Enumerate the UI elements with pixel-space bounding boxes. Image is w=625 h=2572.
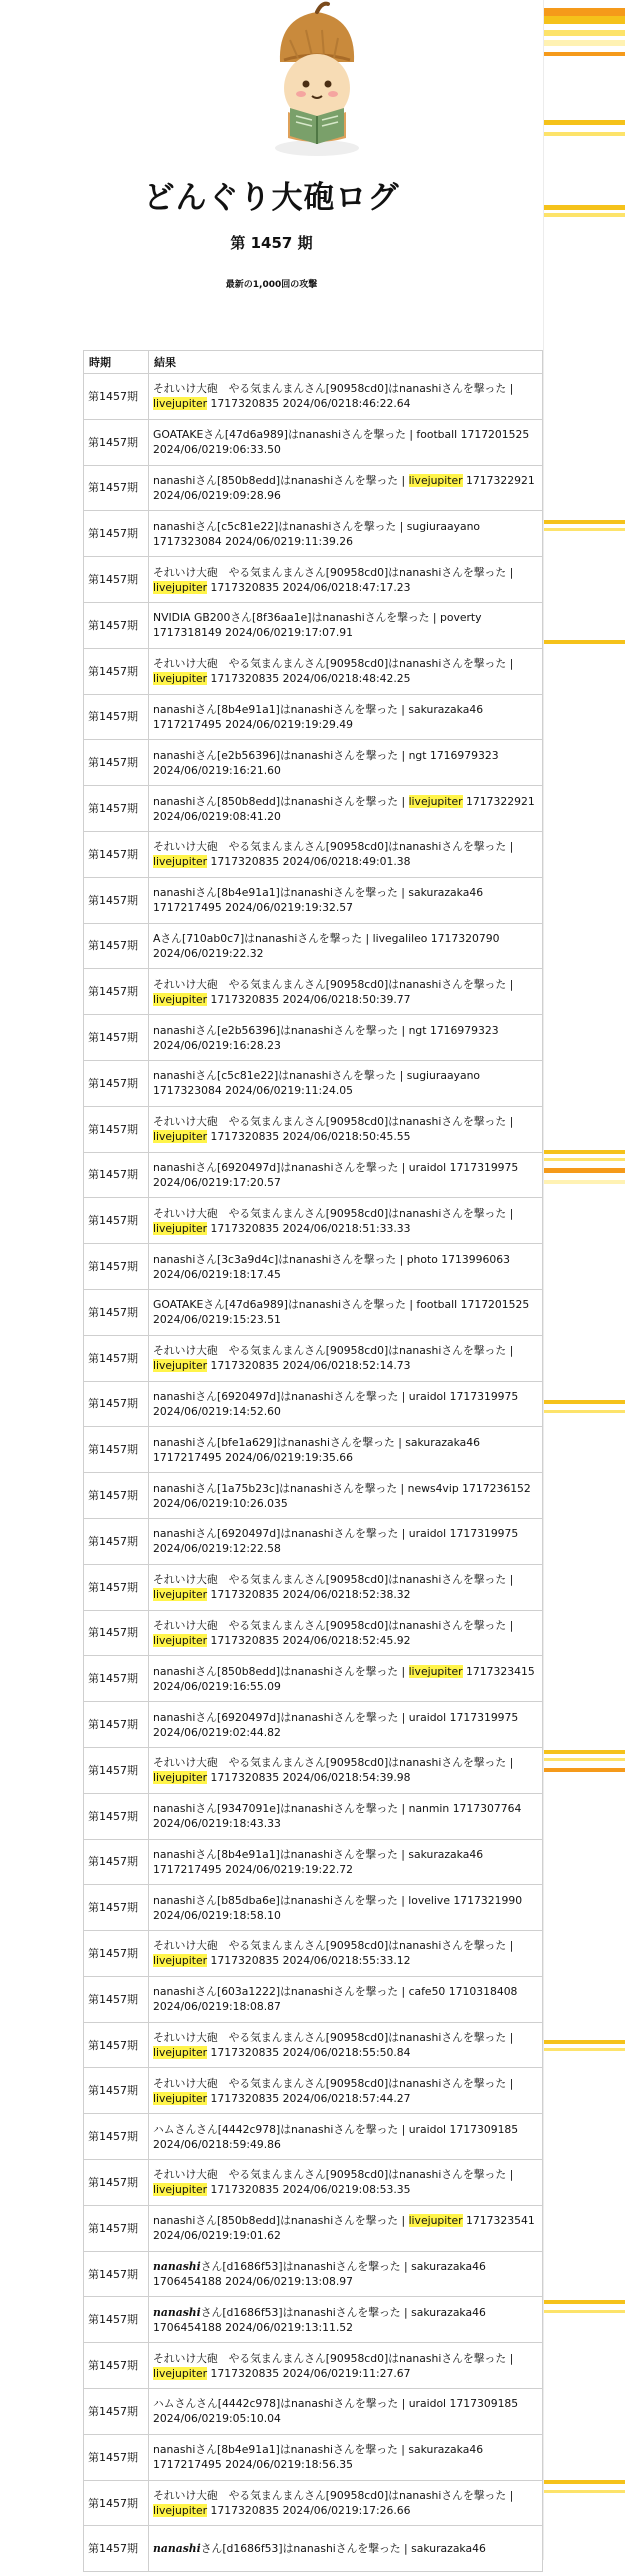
result-text: nanashiさん[6920497d]はnanashiさんを撃った | uraidol 1717319975 2024/06/0219:17:20.57	[153, 1160, 519, 1189]
period-cell: 第1457期	[84, 1015, 149, 1061]
result-cell	[149, 2343, 543, 2389]
table-row	[84, 2114, 543, 2160]
result-text: 1717322921 2024/06/0219:08:41.20	[153, 794, 535, 823]
table-row	[84, 2526, 543, 2572]
table-row	[84, 2480, 543, 2526]
result-text: ハムさんさん[4442c978]はnanashiさんを撃った | uraidol 1717309185 2024/06/0218:59:49.86	[153, 2122, 519, 2151]
table-row	[84, 1015, 543, 1061]
table-row	[84, 2022, 543, 2068]
board-highlight: livejupiter	[153, 1954, 208, 1968]
result-text: nanashiさん[6920497d]はnanashiさんを撃った | uraidol 1717319975 2024/06/0219:12:22.58	[153, 1527, 519, 1556]
period-cell: 第1457期	[84, 1931, 149, 1977]
board-highlight: livejupiter	[153, 1221, 208, 1235]
stripe-decoration	[544, 1400, 625, 1404]
table-row	[84, 1198, 543, 1244]
table-row	[84, 419, 543, 465]
stripe-decoration	[544, 520, 625, 524]
table-row	[84, 1518, 543, 1564]
result-cell	[149, 374, 543, 420]
table-row	[84, 1702, 543, 1748]
stripe-decoration	[544, 2480, 625, 2484]
result-text: 1717320835 2024/06/0218:54:39.98	[207, 1771, 411, 1785]
result-cell	[149, 1518, 543, 1564]
result-cell	[149, 1931, 543, 1977]
board-highlight: livejupiter	[153, 2183, 208, 2197]
stripe-decoration	[544, 30, 625, 36]
result-text: nanashiさん[6920497d]はnanashiさんを撃った | uraidol 1717319975 2024/06/0219:14:52.60	[153, 1389, 519, 1418]
result-text: 1717320835 2024/06/0218:49:01.38	[207, 855, 411, 869]
period-cell: 第1457期	[84, 877, 149, 923]
result-cell	[149, 2160, 543, 2206]
result-text: nanashiさん[3c3a9d4c]はnanashiさんを撃った | photo 1713996063 2024/06/0219:18:17.45	[153, 1252, 510, 1281]
result-cell	[149, 831, 543, 877]
result-text: nanashiさん[9347091e]はnanashiさんを撃った | nanmin 1717307764 2024/06/0219:18:43.33	[153, 1802, 522, 1831]
result-text: それいけ大砲 やる気まんまんさん[90958cd0]はnanashiさんを撃った |	[153, 840, 514, 854]
table-row	[84, 374, 543, 420]
column-header-period: 時期	[84, 351, 149, 374]
period-cell: 第1457期	[84, 694, 149, 740]
table-row	[84, 1793, 543, 1839]
board-highlight: livejupiter	[153, 1588, 208, 1602]
result-text: 1717320835 2024/06/0218:51:33.33	[207, 1221, 411, 1235]
result-cell	[149, 2114, 543, 2160]
stripe-decoration	[544, 2490, 625, 2493]
result-text: nanashiさん[850b8edd]はnanashiさんを撃った |	[153, 2214, 409, 2228]
table-row	[84, 2068, 543, 2114]
result-cell	[149, 2205, 543, 2251]
period-cell: 第1457期	[84, 1656, 149, 1702]
period-cell: 第1457期	[84, 2205, 149, 2251]
period-cell: 第1457期	[84, 1335, 149, 1381]
result-cell	[149, 465, 543, 511]
result-text: 1717323415 2024/06/0219:16:55.09	[153, 1664, 535, 1693]
period-cell: 第1457期	[84, 2068, 149, 2114]
result-cell	[149, 1060, 543, 1106]
table-row	[84, 877, 543, 923]
period-cell: 第1457期	[84, 1518, 149, 1564]
result-cell	[149, 2526, 543, 2572]
result-text: それいけ大砲 やる気まんまんさん[90958cd0]はnanashiさんを撃った |	[153, 2076, 514, 2090]
acorn-mascot-reading-icon	[262, 0, 372, 160]
result-cell	[149, 969, 543, 1015]
table-row	[84, 1152, 543, 1198]
period-cell: 第1457期	[84, 1473, 149, 1519]
stripe-decoration	[544, 1158, 625, 1161]
result-cell	[149, 2297, 543, 2343]
board-highlight: livejupiter	[153, 992, 208, 1006]
table-row	[84, 602, 543, 648]
period-cell: 第1457期	[84, 419, 149, 465]
result-text: nanashiさん[8b4e91a1]はnanashiさんを撃った | sakurazaka46 1717217495 2024/06/0219:18:56.35	[153, 2443, 484, 2472]
result-text: nanashiさん[6920497d]はnanashiさんを撃った | uraidol 1717319975 2024/06/0219:02:44.82	[153, 1710, 519, 1739]
table-row	[84, 923, 543, 969]
period-cell: 第1457期	[84, 648, 149, 694]
stripe-decoration	[544, 1768, 625, 1772]
period-cell: 第1457期	[84, 1244, 149, 1290]
result-text: 1717320835 2024/06/0219:08:53.35	[207, 2183, 411, 2197]
period-cell: 第1457期	[84, 1564, 149, 1610]
period-cell: 第1457期	[84, 1610, 149, 1656]
result-text: 1717322921 2024/06/0219:09:28.96	[153, 473, 535, 502]
result-cell	[149, 740, 543, 786]
result-cell	[149, 648, 543, 694]
result-cell	[149, 1747, 543, 1793]
result-cell	[149, 1702, 543, 1748]
table-row	[84, 1610, 543, 1656]
period-cell: 第1457期	[84, 2114, 149, 2160]
period-cell: 第1457期	[84, 1793, 149, 1839]
result-cell	[149, 1610, 543, 1656]
stripe-decoration	[544, 2310, 625, 2313]
result-cell	[149, 1656, 543, 1702]
period-cell: 第1457期	[84, 2480, 149, 2526]
period-cell: 第1457期	[84, 511, 149, 557]
stripe-decoration	[544, 640, 625, 644]
result-cell	[149, 1381, 543, 1427]
result-text: 1717320835 2024/06/0218:57:44.27	[207, 2091, 411, 2105]
table-row	[84, 2434, 543, 2480]
column-header-result: 結果	[149, 351, 543, 374]
result-text: 1717320835 2024/06/0219:11:27.67	[207, 2366, 411, 2380]
result-cell	[149, 2251, 543, 2297]
stripe-decoration	[544, 1180, 625, 1184]
result-text: それいけ大砲 やる気まんまんさん[90958cd0]はnanashiさんを撃った |	[153, 977, 514, 991]
result-cell	[149, 2480, 543, 2526]
stripe-decoration	[544, 1750, 625, 1754]
result-text: nanashiさん[bfe1a629]はnanashiさんを撃った | sakurazaka46 1717217495 2024/06/0219:19:35.66	[153, 1435, 481, 1464]
stripe-decoration	[544, 52, 625, 56]
result-text: nanashiさん[1a75b23c]はnanashiさんを撃った | news4vip 1717236152 2024/06/0219:10:26.035	[153, 1481, 531, 1510]
result-text: さん[d1686f53]はnanashiさんを撃った | sakurazaka46 1706454188 2024/06/0219:13:11.52	[153, 2305, 486, 2334]
board-highlight: livejupiter	[153, 672, 208, 686]
period-cell: 第1457期	[84, 2526, 149, 2572]
result-cell	[149, 1106, 543, 1152]
period-cell: 第1457期	[84, 1289, 149, 1335]
period-cell: 第1457期	[84, 557, 149, 603]
result-text: それいけ大砲 やる気まんまんさん[90958cd0]はnanashiさんを撃った |	[153, 1618, 514, 1632]
period-cell: 第1457期	[84, 1747, 149, 1793]
stripe-decoration	[544, 528, 625, 531]
result-text: GOATAKEさん[47d6a989]はnanashiさんを撃った | football 1717201525 2024/06/0219:06:33.50	[153, 428, 530, 457]
result-cell	[149, 2022, 543, 2068]
table-row	[84, 465, 543, 511]
result-text: nanashiさん[c5c81e22]はnanashiさんを撃った | sugiuraayano 1717323084 2024/06/0219:11:24.05	[153, 1069, 481, 1098]
table-row	[84, 2205, 543, 2251]
result-text: それいけ大砲 やる気まんまんさん[90958cd0]はnanashiさんを撃った |	[153, 382, 514, 396]
result-cell	[149, 1335, 543, 1381]
table-row	[84, 1656, 543, 1702]
result-text: nanashiさん[8b4e91a1]はnanashiさんを撃った | sakurazaka46 1717217495 2024/06/0219:19:32.57	[153, 886, 484, 915]
result-text: 1717320835 2024/06/0218:48:42.25	[207, 672, 411, 686]
result-cell	[149, 2068, 543, 2114]
board-highlight: livejupiter	[153, 2046, 208, 2060]
period-cell: 第1457期	[84, 2022, 149, 2068]
result-cell	[149, 694, 543, 740]
result-cell	[149, 419, 543, 465]
result-text: 1717320835 2024/06/0218:50:45.55	[207, 1130, 411, 1144]
stripe-decoration	[544, 1410, 625, 1413]
board-highlight: livejupiter	[153, 2366, 208, 2380]
stripe-decoration	[544, 120, 625, 125]
table-row	[84, 2297, 543, 2343]
attacker-name: nanashi	[153, 2260, 201, 2274]
subtitle: 最新の1,000回の攻撃	[225, 280, 318, 290]
period-cell: 第1457期	[84, 1152, 149, 1198]
result-text: nanashiさん[e2b56396]はnanashiさんを撃った | ngt 1716979323 2024/06/0219:16:28.23	[153, 1023, 499, 1052]
table-row	[84, 2389, 543, 2435]
result-text: それいけ大砲 やる気まんまんさん[90958cd0]はnanashiさんを撃った |	[153, 657, 514, 671]
period-cell: 第1457期	[84, 1427, 149, 1473]
board-highlight: livejupiter	[153, 855, 208, 869]
table-row	[84, 2251, 543, 2297]
period-cell: 第1457期	[84, 923, 149, 969]
result-text: それいけ大砲 やる気まんまんさん[90958cd0]はnanashiさんを撃った |	[153, 1756, 514, 1770]
table-row	[84, 2343, 543, 2389]
result-text: GOATAKEさん[47d6a989]はnanashiさんを撃った | football 1717201525 2024/06/0219:15:23.51	[153, 1298, 530, 1327]
table-row	[84, 1931, 543, 1977]
table-row	[84, 1289, 543, 1335]
period-cell: 第1457期	[84, 1381, 149, 1427]
result-text: Aさん[710ab0c7]はnanashiさんを撃った | livegalileo 1717320790 2024/06/0219:22.32	[153, 931, 500, 960]
result-cell	[149, 1793, 543, 1839]
stripe-decoration	[544, 213, 625, 217]
result-cell	[149, 602, 543, 648]
stripe-decoration	[544, 2048, 625, 2051]
table-row	[84, 511, 543, 557]
result-text: 1717320835 2024/06/0218:52:38.32	[207, 1588, 411, 1602]
result-text: 1717323541 2024/06/0219:19:01.62	[153, 2214, 535, 2243]
result-cell	[149, 557, 543, 603]
result-text: それいけ大砲 やる気まんまんさん[90958cd0]はnanashiさんを撃った |	[153, 1939, 514, 1953]
table-row	[84, 1885, 543, 1931]
board-highlight: livejupiter	[153, 1771, 208, 1785]
period-cell: 第1457期	[84, 2160, 149, 2206]
board-highlight: livejupiter	[153, 1130, 208, 1144]
result-text: 1717320835 2024/06/0218:46:22.64	[207, 397, 411, 411]
table-row	[84, 1381, 543, 1427]
result-text: 1717320835 2024/06/0218:52:14.73	[207, 1359, 411, 1373]
table-row	[84, 1473, 543, 1519]
result-text: それいけ大砲 やる気まんまんさん[90958cd0]はnanashiさんを撃った |	[153, 1344, 514, 1358]
result-text: それいけ大砲 やる気まんまんさん[90958cd0]はnanashiさんを撃った |	[153, 1115, 514, 1129]
result-cell	[149, 2434, 543, 2480]
board-highlight: livejupiter	[153, 2504, 208, 2518]
result-cell	[149, 1839, 543, 1885]
result-text: さん[d1686f53]はnanashiさんを撃った | sakurazaka46 1706454188 2024/06/0219:13:08.97	[153, 2260, 486, 2289]
period-cell: 第1457期	[84, 2434, 149, 2480]
result-text: それいけ大砲 やる気まんまんさん[90958cd0]はnanashiさんを撃った |	[153, 2489, 514, 2503]
result-cell	[149, 1198, 543, 1244]
period-cell: 第1457期	[84, 1976, 149, 2022]
result-cell	[149, 2389, 543, 2435]
stripe-decoration	[544, 132, 625, 136]
result-cell	[149, 1885, 543, 1931]
period-cell: 第1457期	[84, 1198, 149, 1244]
result-text: 1717320835 2024/06/0218:55:50.84	[207, 2046, 411, 2060]
period-cell: 第1457期	[84, 1885, 149, 1931]
result-text: それいけ大砲 やる気まんまんさん[90958cd0]はnanashiさんを撃った |	[153, 1573, 514, 1587]
result-text: それいけ大砲 やる気まんまんさん[90958cd0]はnanashiさんを撃った |	[153, 565, 514, 579]
result-text: さん[d1686f53]はnanashiさんを撃った | sakurazaka46	[200, 2542, 486, 2556]
result-cell	[149, 1289, 543, 1335]
result-cell	[149, 1152, 543, 1198]
stripe-decoration	[544, 16, 625, 24]
period-cell: 第1457期	[84, 2297, 149, 2343]
result-text: NVIDIA GB200さん[8f36aa1e]はnanashiさんを撃った | poverty 1717318149 2024/06/0219:17:07.91	[153, 611, 482, 640]
table-row	[84, 648, 543, 694]
result-text: それいけ大砲 やる気まんまんさん[90958cd0]はnanashiさんを撃った |	[153, 2031, 514, 2045]
stripe-decoration	[544, 2300, 625, 2304]
result-text: 1717320835 2024/06/0219:17:26.66	[207, 2504, 411, 2518]
period-cell: 第1457期	[84, 602, 149, 648]
period-cell: 第1457期	[84, 2251, 149, 2297]
table-row	[84, 831, 543, 877]
period-cell: 第1457期	[84, 786, 149, 832]
stripe-decoration	[544, 1150, 625, 1154]
result-text: それいけ大砲 やる気まんまんさん[90958cd0]はnanashiさんを撃った |	[153, 2168, 514, 2182]
table-row	[84, 1335, 543, 1381]
result-text: nanashiさん[8b4e91a1]はnanashiさんを撃った | sakurazaka46 1717217495 2024/06/0219:19:29.49	[153, 702, 484, 731]
table-row	[84, 694, 543, 740]
table-row	[84, 1564, 543, 1610]
period-cell: 第1457期	[84, 1106, 149, 1152]
attacker-name: nanashi	[153, 2542, 201, 2556]
result-cell	[149, 923, 543, 969]
board-highlight: livejupiter	[408, 794, 463, 808]
table-row	[84, 786, 543, 832]
period-cell: 第1457期	[84, 2389, 149, 2435]
board-highlight: livejupiter	[153, 397, 208, 411]
result-text: nanashiさん[e2b56396]はnanashiさんを撃った | ngt 1716979323 2024/06/0219:16:21.60	[153, 748, 499, 777]
result-text: それいけ大砲 やる気まんまんさん[90958cd0]はnanashiさんを撃った |	[153, 2351, 514, 2365]
table-row	[84, 1060, 543, 1106]
result-cell	[149, 1976, 543, 2022]
board-highlight: livejupiter	[153, 1633, 208, 1647]
board-highlight: livejupiter	[153, 1359, 208, 1373]
board-highlight: livejupiter	[408, 2214, 463, 2228]
period-cell: 第1457期	[84, 374, 149, 420]
result-text: 1717320835 2024/06/0218:47:17.23	[207, 580, 411, 594]
stripe-decoration	[544, 205, 625, 210]
stripe-decoration	[544, 40, 625, 46]
stripe-decoration	[544, 1168, 625, 1173]
table-body	[84, 374, 543, 2572]
table-row	[84, 2160, 543, 2206]
period-cell: 第1457期	[84, 1839, 149, 1885]
site-title: どんぐり大砲ログ	[143, 180, 400, 216]
result-cell	[149, 877, 543, 923]
result-cell	[149, 511, 543, 557]
period-cell: 第1457期	[84, 465, 149, 511]
result-cell	[149, 1015, 543, 1061]
table-header-row	[84, 351, 543, 374]
result-text: 1717320835 2024/06/0218:50:39.77	[207, 992, 411, 1006]
board-highlight: livejupiter	[408, 1664, 463, 1678]
period-cell: 第1457期	[84, 831, 149, 877]
period-cell: 第1457期	[84, 2343, 149, 2389]
board-highlight: livejupiter	[153, 2091, 208, 2105]
result-cell	[149, 1473, 543, 1519]
table-row	[84, 1106, 543, 1152]
attacker-name: nanashi	[153, 2305, 201, 2319]
stripe-decoration	[544, 1758, 625, 1761]
board-highlight: livejupiter	[408, 473, 463, 487]
period-title: 第 1457 期	[230, 234, 313, 252]
result-text: nanashiさん[850b8edd]はnanashiさんを撃った |	[153, 1664, 409, 1678]
result-text: nanashiさん[603a1222]はnanashiさんを撃った | cafe50 1710318408 2024/06/0219:18:08.87	[153, 1985, 518, 2014]
result-cell	[149, 1564, 543, 1610]
stripe-decoration	[544, 2040, 625, 2044]
result-cell	[149, 786, 543, 832]
result-text: nanashiさん[c5c81e22]はnanashiさんを撃った | sugiuraayano 1717323084 2024/06/0219:11:39.26	[153, 519, 481, 548]
result-text: nanashiさん[850b8edd]はnanashiさんを撃った |	[153, 473, 409, 487]
table-row	[84, 1747, 543, 1793]
table-row	[84, 740, 543, 786]
period-cell: 第1457期	[84, 740, 149, 786]
result-text: nanashiさん[b85dba6e]はnanashiさんを撃った | lovelive 1717321990 2024/06/0219:18:58.10	[153, 1893, 523, 1922]
attack-log-table	[83, 350, 543, 2572]
table-row	[84, 557, 543, 603]
result-text: それいけ大砲 やる気まんまんさん[90958cd0]はnanashiさんを撃った |	[153, 1206, 514, 1220]
result-text: 1717320835 2024/06/0218:52:45.92	[207, 1633, 411, 1647]
period-cell: 第1457期	[84, 1702, 149, 1748]
period-cell: 第1457期	[84, 1060, 149, 1106]
result-text: nanashiさん[8b4e91a1]はnanashiさんを撃った | sakurazaka46 1717217495 2024/06/0219:19:22.72	[153, 1847, 484, 1876]
table-row	[84, 1427, 543, 1473]
table-row	[84, 969, 543, 1015]
result-text: 1717320835 2024/06/0218:55:33.12	[207, 1954, 411, 1968]
result-text: nanashiさん[850b8edd]はnanashiさんを撃った |	[153, 794, 409, 808]
table-row	[84, 1244, 543, 1290]
table-row	[84, 1839, 543, 1885]
table-row	[84, 1976, 543, 2022]
result-cell	[149, 1244, 543, 1290]
board-highlight: livejupiter	[153, 580, 208, 594]
result-text: ハムさんさん[4442c978]はnanashiさんを撃った | uraidol 1717309185 2024/06/0219:05:10.04	[153, 2397, 519, 2426]
side-decoration-strip	[543, 0, 625, 2560]
period-cell: 第1457期	[84, 969, 149, 1015]
result-cell	[149, 1427, 543, 1473]
